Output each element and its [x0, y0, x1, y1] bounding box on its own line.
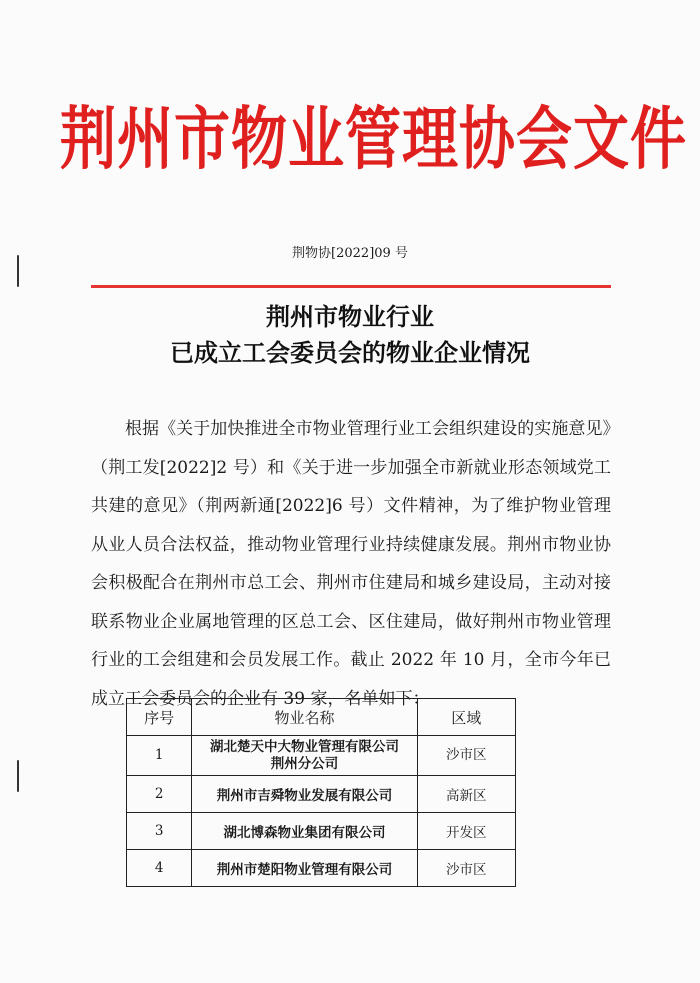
header-cell-name: 物业名称 [192, 699, 417, 736]
table-row [127, 850, 516, 887]
cell-area: 高新区 [417, 776, 515, 813]
company-table [126, 698, 516, 887]
cell-area: 沙市区 [417, 850, 515, 887]
cell-name: 荆州市楚阳物业管理有限公司 [192, 850, 417, 887]
cell-name-line-2: 荆州分公司 [270, 755, 339, 772]
body-paragraph: 根据《关于加快推进全市物业管理行业工会组织建设的实施意见》（荆工发[2022]2 号）和《关于进一步加强全市新就业形态领域党工共建的意见》（荆两新通[2022]6 号）文件精神，为了维护物业管理从业人员合法权益，推动物业管理行业持续健康发展。荆州市物业协会积极配合在荆州市总工会、荆州市住建局和城乡建设局，主动对接联系物业企业属地管理的区总工会、区住建局，做好荆州市物业管理行业的工会组建和会员发展工作。截止 2022 年 10 月，全市今年已成立工会委员会的企业有 39 家，名单如下： [91, 419, 611, 709]
cell-name [192, 736, 417, 776]
cell-no: 2 [127, 776, 192, 813]
cell-no: 1 [127, 736, 192, 776]
binding-mark-top [17, 255, 19, 287]
table-header-row [127, 699, 516, 736]
table-row [127, 776, 516, 813]
org-header-title: 荆州市物业管理协会文件 [60, 100, 687, 180]
table-row [127, 736, 516, 776]
table-row [127, 813, 516, 850]
notice-title-line-2: 已成立工会委员会的物业企业情况 [170, 339, 530, 367]
document-number: 荆物协[2022]09 号 [292, 246, 408, 261]
cell-no: 3 [127, 813, 192, 850]
notice-title-line-1: 荆州市物业行业 [266, 303, 434, 331]
cell-name: 荆州市吉舜物业发展有限公司 [192, 776, 417, 813]
company-table-container [126, 698, 516, 887]
cell-no: 4 [127, 850, 192, 887]
cell-area: 开发区 [417, 813, 515, 850]
header-cell-no: 序号 [127, 699, 192, 736]
cell-name-line-1: 湖北楚天中大物业管理有限公司 [209, 738, 399, 755]
cell-name: 湖北博森物业集团有限公司 [192, 813, 417, 850]
red-divider-line [91, 285, 611, 288]
header-cell-area: 区域 [417, 699, 515, 736]
binding-mark-bottom [17, 760, 19, 792]
cell-area: 沙市区 [417, 736, 515, 776]
